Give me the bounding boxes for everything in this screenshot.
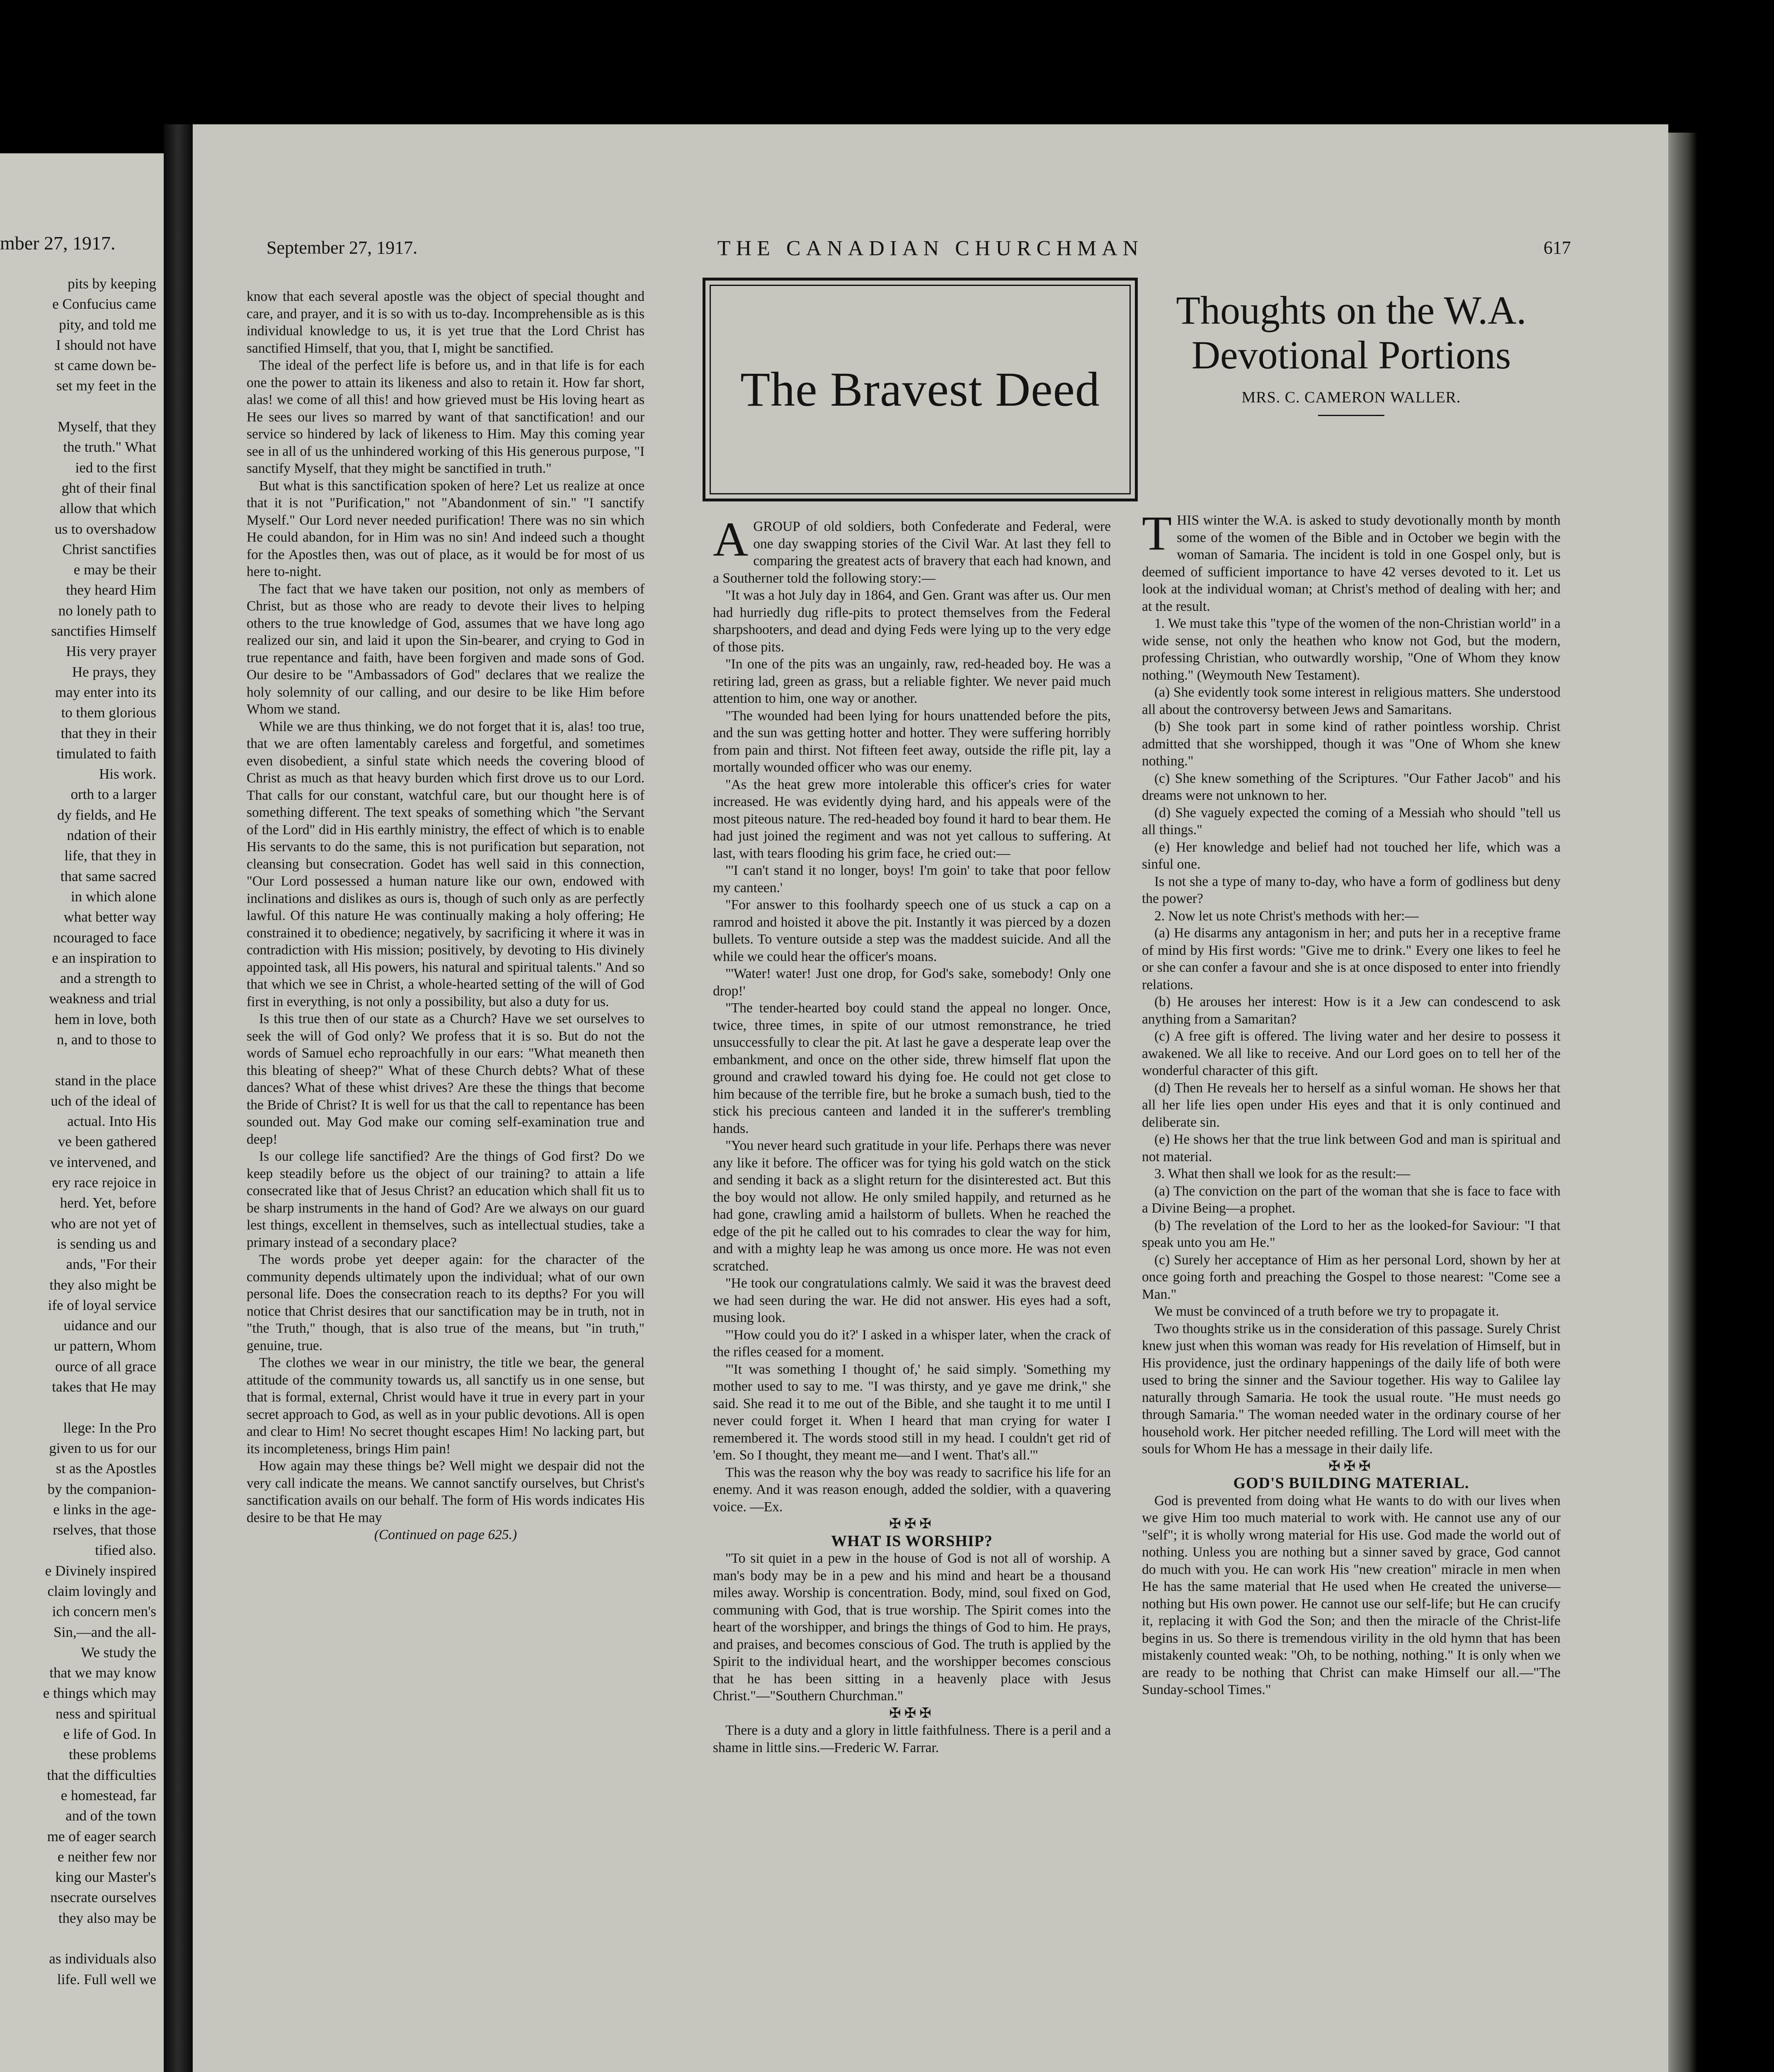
left-page-line: set my feet in the	[56, 378, 156, 394]
paragraph: The fact that we have taken our position, not only as members of Christ, but as those who are ready to devote their lives to helping others to the true knowledge of God, assumes that we have long ago realized our sin, and laid it upon the Sin-bearer, and crying to God in true repentance and faith, have been forgiven and made sons of God. Our desire to be "Ambassadors of God" declares that we realize the holy solemnity of our calling, and our desire to be like Him before Whom we stand.	[247, 581, 645, 717]
left-page-line: life. Full well we	[57, 1971, 156, 1987]
left-page-line: king our Master's	[55, 1869, 156, 1886]
paragraph: "'How could you do it?' I asked in a whisper later, when the crack of the rifles ceased for a moment.	[713, 1327, 1111, 1360]
left-page-line: they heard Him	[66, 582, 156, 598]
left-page-line: st came down be-	[54, 357, 156, 374]
paragraph: "In one of the pits was an ungainly, raw, red-headed boy. He was a retiring lad, green as grass, but a reliable fighter. We never paid much attention to him, one way or another.	[713, 656, 1111, 706]
paragraph: "You never heard such gratitude in your life. Perhaps there was never any like it before. The officer was for tying his gold watch on the stick and sending it back as a slight return for the disinterested act. But this the boy would not allow. He only smiled happily, and returned as he had gone, crawling amid a hailstorm of bullets. When he reached the edge of the pit he called out to his comrades to clear the way for him, and with a mighty leap he was among us once more. He was not even scratched.	[713, 1138, 1111, 1274]
left-page-line: and a strength to	[60, 970, 156, 987]
left-page-header: mber 27, 1917.	[0, 232, 116, 254]
left-page-line: takes that He may	[52, 1379, 156, 1395]
worship-heading: WHAT IS WORSHIP?	[831, 1532, 993, 1550]
left-page-line: the truth." What	[63, 439, 156, 455]
left-page-line: e links in the age-	[53, 1501, 156, 1518]
ornament-divider: ✠✠✠	[889, 1516, 935, 1532]
paragraph: "'Water! water! Just one drop, for God's sake, somebody! Only one drop!'	[713, 966, 1111, 999]
farrar-quote: There is a duty and a glory in little faithfulness. There is a peril and a shame in little sins.—Frederic W. Farrar.	[713, 1723, 1111, 1755]
left-page-line: st as the Apostles	[56, 1460, 156, 1477]
wa-body	[1142, 615, 1561, 1458]
left-page-line: may enter into its	[55, 684, 156, 700]
paragraph: Is our college life sanctified? Are the things of God first? Do we keep steadily before us the object of our training? to attain a life consecrated like that of Jesus Christ? an education which shall fit us to be sharp instruments in the hand of God? Are we always on our guard lest things, excellent in themselves, such as intellectual studies, take a primary instead of a secondary place?	[247, 1149, 645, 1250]
left-page-line: dy fields, and He	[57, 806, 156, 823]
continued-note: (Continued on page 625.)	[374, 1527, 517, 1542]
paragraph: While we are thus thinking, we do not forget that it is, alas! too true, that we are often lamentably careless and forgetful, and sometimes even disobedient, a sinful state which needs the covering blood of Christ as much as that heavy burden which first drove us to our Lord. That calls for our constant, watchful care, but our thought here is of something different. The text speaks of something which "the Servant of the Lord" did in His earthly ministry, the effect of which is to enable His servants to do the same, this is not purification but separation, not cleansing but consecration. Godet has well said in this connection, "Our Lord possessed a human nature like our own, endowed with inclinations and dislikes as ours is, though of such only as are perfectly lawful. Of this nature He was continually making a holy offering; He constrained it to obedience; negatively, by sacrificing it where it was in contradiction with His mission; positively, by devoting to His divinely appointed task, all His powers, his natural and spiritual talents." And so that which we see in Christ, a whole-hearted setting of the will of God first in everything, is not only a possibility, but also a duty for us.	[247, 719, 645, 1009]
left-page-line: uidance and our	[63, 1317, 156, 1334]
paragraph: "The tender-hearted boy could stand the appeal no longer. Once, twice, three times, in spite of our utmost remonstrance, he tried unsuccessfully to clear the pit. At last he gave a desperate leap over the embankment, and once on the other side, threw himself flat upon the ground and crawled toward his dying foe. He could not get close to him because of the terrible fire, but he broke a sumach bush, tied to the stick his precious canteen and landed it in the sufferer's trembling hands.	[713, 1000, 1111, 1136]
left-page-line: llege: In the Pro	[63, 1419, 156, 1436]
left-page-line: given to us for our	[49, 1440, 156, 1456]
wa-intro: THIS winter the W.A. is asked to study devotionally month by month some of the women of the Bible and in October we begin with the woman of Samaria. The incident is told in one Gospel only, but is deemed of sufficient importance to have 42 verses devoted to it. Let us look at the individual woman; at Christ's method of dealing with her; and at the result.	[1142, 506, 1561, 614]
left-page-line: pits by keeping	[68, 276, 156, 292]
left-page-line: Sin,—and the all-	[53, 1624, 156, 1640]
left-page-line: orth to a larger	[70, 786, 156, 803]
left-page-line: ery race rejoice in	[52, 1174, 156, 1191]
left-page-line	[0, 1050, 156, 1070]
paragraph: (c) Surely her acceptance of Him as her personal Lord, shown by her at once going forth and preaching the Gospel to those nearest: "Come see a Man."	[1142, 1252, 1561, 1302]
worship-text: "To sit quiet in a pew in the house of God is not all of worship. A man's body may be in a pew and his mind and heart be a thousand miles away. Worship is concentration. Body, mind, soul fixed on God, communing with God, that is true worship. The Spirit comes into the heart of the worshipper, and brings the things of God to him. He prays, and praises, and becomes conscious of God. The truth is applied by the Spirit to the individual heart, and the worshipper becomes conscious that he has been sitting in a heavenly place with Jesus Christ."—"Southern Churchman."	[713, 1551, 1111, 1704]
left-page-line: timulated to faith	[56, 745, 156, 762]
left-page-line: ands, "For their	[66, 1256, 156, 1273]
left-page-line: e homestead, far	[61, 1787, 156, 1803]
paragraph: "The wounded had been lying for hours unattended before the pits, and the sun was getting hotter and hotter. They were suffering horribly from pain and thirst. Not fifteen feet away, outside the rifle pit, lay a mortally wounded officer who was our enemy.	[713, 708, 1111, 775]
left-page-line: these problems	[69, 1746, 156, 1763]
left-page-line: life, that they in	[64, 847, 156, 864]
paragraph: The clothes we wear in our ministry, the title we bear, the general attitude of the community towards us, all sanctify us in one sense, but that is formal, external, Christ would have it true in every part in your secret approach to God, as well as in your public devotions. All is open and clear to Him! No secret thought escapes Him! No lacking part, but its incompleteness, brings Him pain!	[247, 1355, 645, 1457]
ornament-divider: ✠✠✠	[889, 1705, 935, 1721]
paragraph: "'It was something I thought of,' he said simply. 'Something my mother used to say to me. "I was thirsty, and ye gave me drink," she said. She read it to me out of the Bible, and she taught it to me until I never could forget it. When I heard that man crying for water I remembered it. The words stood still in my head. I couldn't get rid of 'em. So I thought, they meant me—and I went. That's all.'"	[713, 1361, 1111, 1463]
paragraph: (a) The conviction on the part of the woman that she is face to face with a Divine Being—a prophet.	[1142, 1183, 1561, 1216]
left-page-line: ur pattern, Whom	[53, 1338, 156, 1354]
left-page-line: stand in the place	[55, 1072, 156, 1089]
left-page-line: no lonely path to	[58, 602, 156, 619]
left-page-line: n, and to those to	[56, 1031, 156, 1048]
left-page-line: e may be their	[73, 562, 156, 578]
column-sanctification-text	[247, 288, 645, 1544]
left-page-line: e things which may	[43, 1685, 156, 1702]
left-page-line: ve intervened, and	[49, 1154, 156, 1170]
paragraph: 3. What then shall we look for as the result:—	[1154, 1166, 1410, 1181]
left-page-line: hem in love, both	[55, 1011, 156, 1027]
wa-article-title: Thoughts on the W.A. Devotional Portions	[1176, 288, 1527, 377]
paragraph: Is not she a type of many to-day, who have a form of godliness but deny the power?	[1142, 874, 1561, 906]
left-page-line: Christ sanctifies	[62, 541, 156, 557]
left-page-line: ve been gathered	[58, 1133, 156, 1150]
page-number: 617	[1544, 237, 1571, 258]
masthead: THE CANADIAN CHURCHMAN	[717, 237, 1144, 260]
paragraph: "As the heat grew more intolerable this officer's cries for water increased. He was evidently dying hard, and his appeals were of the most piteous nature. The red-headed boy found it hard to bear them. He had just joined the regiment and was not yet callous to suffering. At last, with tears flooding his grim face, he cried out:—	[713, 777, 1111, 861]
paragraph: (e) Her knowledge and belief had not touched her life, which was a sinful one.	[1142, 839, 1561, 872]
left-page-line: ght of their final	[61, 479, 156, 496]
paragraph: (c) She knew something of the Scriptures. "Our Father Jacob" and his dreams were not unknown to her.	[1142, 770, 1561, 803]
paragraph: (a) He disarms any antagonism in her; and puts her in a receptive frame of mind by His first words: "Give me to drink." Every one likes to feel he or she can confer a favour and she is at once disposed to enter into friendly relations.	[1142, 925, 1561, 992]
left-page-line: that they in their	[61, 725, 156, 741]
left-page-line: sanctifies Himself	[51, 623, 156, 639]
paragraph: "He took our congratulations calmly. We said it was the bravest deed we had seen during the war. He did not answer. His eyes had a soft, musing look.	[713, 1276, 1111, 1325]
paragraph: (a) She evidently took some interest in religious matters. She understood all about the controversy between Jews and Samaritans.	[1142, 685, 1561, 717]
left-page-line: tified also.	[95, 1542, 156, 1559]
left-page-line: His work.	[99, 766, 156, 782]
left-page-line	[0, 1928, 156, 1949]
paragraph: (b) The revelation of the Lord to her as the looked-for Saviour: "I that speak unto you am He."	[1142, 1218, 1561, 1250]
left-page-line: is sending us and	[56, 1235, 156, 1252]
paragraph: We must be convinced of a truth before we try to propagate it.	[1154, 1304, 1499, 1319]
left-page-line: to them glorious	[61, 704, 156, 721]
left-page-line: they also might be	[49, 1276, 156, 1293]
paragraph: Is this true then of our state as a Church? Have we set ourselves to seek the will of God only? We profess that it is so. But do not the words of Samuel echo reproachfully in our ears: "What meaneth then this bleating of sheep?" What of these Church debts? What of these dances? What of these whist drives? Are these the things that become the Bride of Christ? It is well for us that the call to repentance has been sounded out. May God make our coming self-examination true and deep!	[247, 1011, 645, 1147]
left-page-line: ich concern men's	[52, 1603, 156, 1620]
left-page-line: who are not yet of	[51, 1215, 156, 1232]
left-page-line: that same sacred	[60, 868, 156, 884]
left-page-line: e life of God. In	[63, 1726, 156, 1743]
left-page-line: rselves, that those	[53, 1522, 156, 1538]
column-bravest-deed	[713, 512, 1111, 1756]
paragraph: "For answer to this foolhardy speech one of us stuck a cap on a ramrod and hoisted it above the pit. Instantly it was pierced by a dozen bullets. To venture outside a step was the maddest suicide. And all the while we could hear the officer's moans.	[713, 897, 1111, 964]
left-page-line: ife of loyal service	[48, 1297, 156, 1313]
bravest-deed-title: The Bravest Deed	[740, 362, 1100, 416]
book-gutter	[164, 124, 193, 2072]
left-page-line: ncouraged to face	[53, 929, 156, 946]
left-page-line: uch of the ideal of	[51, 1092, 156, 1109]
paragraph: The ideal of the perfect life is before us, and in that life is for each one the power to attain its likeness and also to retain it. How far short, alas! we come of all this! and how grieved must be His loving heart as He sees our lives so marred by want of that sanctification! and our service so hindered by lack of likeness to Him. May this coming year see in all of us the unhindered working of this His generous purpose, "I sanctify Myself, that they might be sanctified in truth."	[247, 358, 645, 476]
dropcap-t: T	[1142, 506, 1172, 560]
left-page-line: We study the	[81, 1644, 156, 1661]
paragraph: know that each several apostle was the object of special thought and care, and prayer, and it is so with us to-day. Incomprehensible as is this individual knowledge to us, it is yet true that the Lord Christ has sanctified Himself, that you, that I, might be sanctified.	[247, 289, 645, 356]
left-page-fragment	[0, 153, 164, 2072]
title-rule	[1318, 415, 1384, 416]
paragraph: (b) She took part in some kind of rather pointless worship. Christ admitted that she worshipped, though it was "One of Whom she knew nothing."	[1142, 719, 1561, 769]
left-page-line: He prays, they	[72, 663, 156, 680]
paragraph: "It was a hot July day in 1864, and Gen. Grant was after us. Our men had hurriedly dug rifle-pits to protect themselves from the Federal sharpshooters, and dead and dying Feds were lying up to the very edge of those pits.	[713, 588, 1111, 655]
paragraph: But what is this sanctification spoken of here? Let us realize at once that it is not "Purification," not "Abandonment of sin." "I sanctify Myself." Our Lord never needed purification! There was no sin which He could abandon, for in Him was no sin! And indeed such a thought for the Apostles then, was out of place, as it would be for most of us here to-night.	[247, 478, 645, 579]
left-page-line: ource of all grace	[55, 1358, 156, 1375]
left-page-line: pity, and told me	[59, 316, 156, 333]
left-page-line	[0, 396, 156, 416]
paragraph: (b) He arouses her interest: How is it a Jew can condescend to ask anything from a Samaritan?	[1142, 994, 1561, 1027]
paragraph: 1. We must take this "type of the women of the non-Christian world" in a wide sense, not only the heathen who know not God, but the modern, professing Christian, who outwardly worship, "One of Whom they know nothing." (Weymouth New Testament).	[1142, 616, 1561, 683]
left-page-line: e an inspiration to	[52, 949, 156, 966]
left-page-line: that the difficulties	[47, 1767, 156, 1783]
left-page-line: by the companion-	[47, 1481, 156, 1497]
wa-byline: MRS. C. CAMERON WALLER.	[1241, 389, 1461, 406]
ornament-divider: ✠✠✠	[1328, 1458, 1374, 1474]
left-page-line: they also may be	[58, 1910, 156, 1926]
left-page-line: His very prayer	[66, 643, 156, 660]
left-page-line: e Confucius came	[52, 296, 156, 312]
left-page-line: herd. Yet, before	[60, 1195, 156, 1211]
paragraph: (e) He shows her that the true link between God and man is spiritual and not material.	[1142, 1132, 1561, 1164]
page-edge	[1668, 133, 1697, 2072]
paragraph: "'I can't stand it no longer, boys! I'm goin' to take that poor fellow my canteen.'	[713, 863, 1111, 896]
left-page-line: e Divinely inspired	[45, 1562, 156, 1579]
left-page-line: that we may know	[49, 1665, 156, 1681]
paragraph: (c) A free gift is offered. The living water and her desire to possess it awakened. We all like to receive. And our Lord goes on to tell her of the wonderful character of this gift.	[1142, 1029, 1561, 1078]
left-page-line: Myself, that they	[57, 419, 156, 435]
left-page-line: nsecrate ourselves	[50, 1889, 156, 1906]
bravest-deed-title-box	[703, 278, 1138, 501]
column-wa-thoughts	[1142, 506, 1561, 1699]
left-page-line: in which alone	[70, 888, 156, 905]
left-page-line: e neither few nor	[57, 1848, 156, 1865]
page-header	[193, 237, 1668, 270]
paragraph: 2. Now let us note Christ's methods with her:—	[1154, 908, 1419, 924]
paragraph: This was the reason why the boy was ready to sacrifice his life for an enemy. And it was reason enough, added the soldier, with a quavering voice. —Ex.	[713, 1464, 1111, 1515]
paragraph: How again may these things be? Well might we despair did not the very call indicate the means. We cannot sanctify ourselves, but Christ's sanctification avails on our behalf. The form of His words indicates His desire to be that He may	[247, 1458, 645, 1525]
left-page-line: me of eager search	[47, 1828, 156, 1844]
left-page-line: ness and spiritual	[55, 1705, 156, 1722]
bravest-deed-body	[713, 587, 1111, 1515]
left-page-line: ndation of their	[67, 827, 156, 844]
left-page-text	[0, 274, 156, 1990]
left-page-line: ied to the first	[75, 459, 156, 476]
issue-date: September 27, 1917.	[267, 237, 418, 258]
left-page-line: as individuals also	[49, 1951, 156, 1967]
left-page-line: us to overshadow	[55, 520, 156, 537]
left-page-line	[0, 1397, 156, 1417]
building-text: God is prevented from doing what He wants to do with our lives when we give Him too much material to work with. He cannot use any of our "self"; it is wholly wrong material for His use. God made the world out of nothing. Unless you are nothing but a sinner saved by grace, God cannot do much with you. He can work His "new creation" miracle in men when He has the same material that He used when He created the universe—nothing but His own power. He cannot use our self-life; but He can crucify it, replacing it with God the Son; and then the miracle of the Christ-life begins in us. So there is tremendous virility in the old hymn that has been mistakenly counted weak: "Oh, to be nothing, nothing." It is only when we are ready to be nothing that Christ can make Himself our all.—"The Sunday-school Times."	[1142, 1493, 1561, 1697]
bravest-deed-intro: AGROUP of old soldiers, both Confederate and Federal, were one day swapping stories of the Civil War. At last they fell to comparing the greatest acts of bravery that each had known, and a Southerner told the following story:—	[713, 512, 1111, 586]
wa-article-head	[1142, 288, 1561, 416]
building-heading: GOD'S BUILDING MATERIAL.	[1233, 1474, 1469, 1492]
left-page-line: claim lovingly and	[47, 1583, 156, 1599]
paragraph: The words probe yet deeper again: for the character of the community depends ultimately upon the individual; what of our own personal life. Does the consecration reach to its depths? For you will notice that Christ desires that our sanctification may be in truth, not in "the Truth," though, that is also true of the means, but "in truth," genuine, true.	[247, 1252, 645, 1353]
left-page-line: I should not have	[56, 336, 156, 353]
paragraph: (d) Then He reveals her to herself as a sinful woman. He shows her that all her life lies open under His eyes and that it is only continued and deliberate sin.	[1142, 1080, 1561, 1130]
left-page-line: actual. Into His	[67, 1113, 156, 1130]
left-page-line: allow that which	[59, 500, 156, 517]
dropcap-a: A	[713, 512, 749, 566]
paragraph: (d) She vaguely expected the coming of a Messiah who should "tell us all things."	[1142, 805, 1561, 838]
newspaper-page	[193, 124, 1668, 2072]
left-page-line: and of the town	[65, 1808, 156, 1824]
left-page-line: what better way	[63, 909, 156, 925]
left-page-line: weakness and trial	[49, 990, 156, 1007]
paragraph: Two thoughts strike us in the consideration of this passage. Surely Christ knew just when this woman was ready for His revelation of Himself, but in His providence, just the ordinary happenings of the daily life of both were used to bring the sinner and the Saviour together. His way to Galilee lay naturally through Samaria. He took the usual route. "He must needs go through Samaria." The woman needed water in the ordinary course of her household work. Her pitcher needed refilling. The Lord will meet with the souls for Whom He has a message in their daily life.	[1142, 1321, 1561, 1457]
